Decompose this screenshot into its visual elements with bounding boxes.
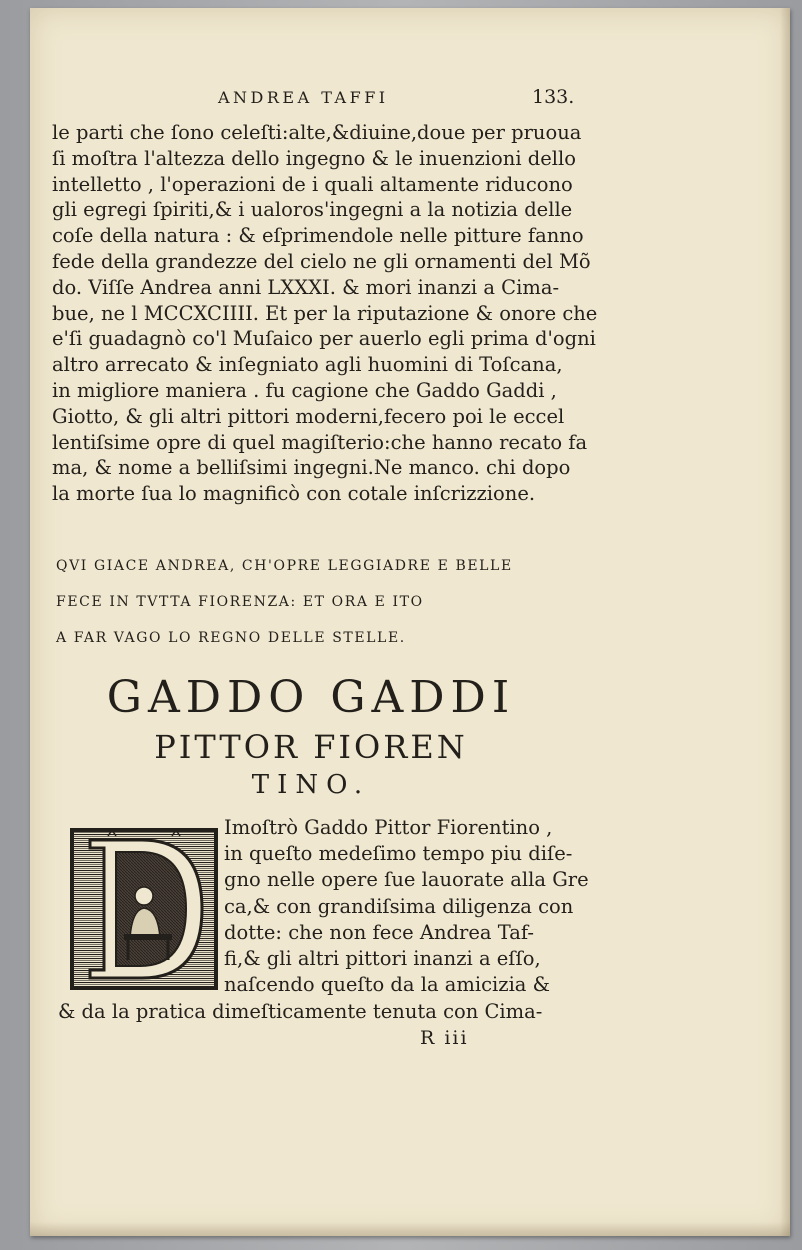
epitaph-line: A FAR VAGO LO REGNO DELLE STELLE. <box>56 630 406 646</box>
body-line: lentiſsime opre di quel magiſterio:che hanno recato fa <box>52 430 588 454</box>
body-line: Giotto, & gli altri pittori moderni,fecero poi le eccel <box>52 404 565 428</box>
body-line: ſi moſtra l'altezza dello ingegno & le inuenzioni dello <box>52 146 576 170</box>
paragraph-last-line: & da la pratica dimeſticamente tenuta con Cima- <box>58 1000 543 1023</box>
page-edge-shadow-bottom <box>30 1222 790 1236</box>
page-edge-shadow-right <box>780 8 790 1236</box>
body-line: intelletto , l'operazioni de i quali altamente riducono <box>52 172 573 196</box>
body-line: do. Viſſe Andrea anni LXXXI. & mori inanzi a Cima- <box>52 275 560 299</box>
paragraph-line: fi,& gli altri pittori inanzi a eſſo, <box>224 946 541 970</box>
epitaph-line: FECE IN TVTTA FIORENZA: ET ORA E ITO <box>56 594 424 610</box>
signature-mark: R iii <box>420 1027 469 1049</box>
body-line: gli egregi ſpiriti,& i ualoros'ingegni a la notizia delle <box>52 198 573 222</box>
body-line: coſe della natura : & eſprimendole nelle pitture fanno <box>52 224 584 248</box>
paragraph-line: Imoſtrò Gaddo Pittor Fiorentino , <box>224 816 553 839</box>
running-head: ANDREA TAFFI <box>218 88 389 107</box>
paragraph-line: dotte: che non fece Andrea Taf- <box>224 920 534 944</box>
body-line: in migliore maniera . fu cagione che Gaddo Gaddi , <box>52 378 557 402</box>
chapter-subtitle: PITTOR FIOREN <box>154 728 468 766</box>
page-number: 133. <box>532 86 575 108</box>
body-line: bue, ne l MCCXCIIII. Et per la riputazione & onore che <box>52 301 598 325</box>
chapter-title: GADDO GADDI <box>106 672 516 723</box>
paragraph-line: naſcendo queſto da la amicizia & <box>224 973 550 997</box>
body-line: e'ſi guadagnò co'l Muſaico per auerlo egli prima d'ogni <box>52 327 596 351</box>
chapter-paragraph <box>224 815 604 998</box>
epitaph-line: QVI GIACE ANDREA, CH'OPRE LEGGIADRE E BELLE <box>56 558 513 574</box>
chapter-subtitle-continued: TINO. <box>251 770 371 800</box>
body-line: la morte ſua lo magnificò con cotale inſcrizzione. <box>52 482 536 506</box>
body-line: ma, & nome a belliſsimi ingegni.Ne manco. chi dopo <box>52 456 571 480</box>
woodcut-initial-d-illustration <box>68 826 220 992</box>
body-line: altro arrecato & inſegniato agli huomini di Toſcana, <box>52 353 563 377</box>
body-line: fede della grandezze del cielo ne gli ornamenti del Mõ <box>52 249 591 273</box>
body-text <box>52 120 598 507</box>
paragraph-line: in queſto medeſimo tempo piu diſe- <box>224 842 573 866</box>
body-line: le parti che ſono celeſti:alte,&diuine,doue per pruoua <box>52 121 582 144</box>
paragraph-line: ca,& con grandiſsima diligenza con <box>224 894 574 918</box>
paragraph-line: gno nelle opere ſue lauorate alla Gre <box>224 868 589 892</box>
epitaph <box>56 548 513 656</box>
